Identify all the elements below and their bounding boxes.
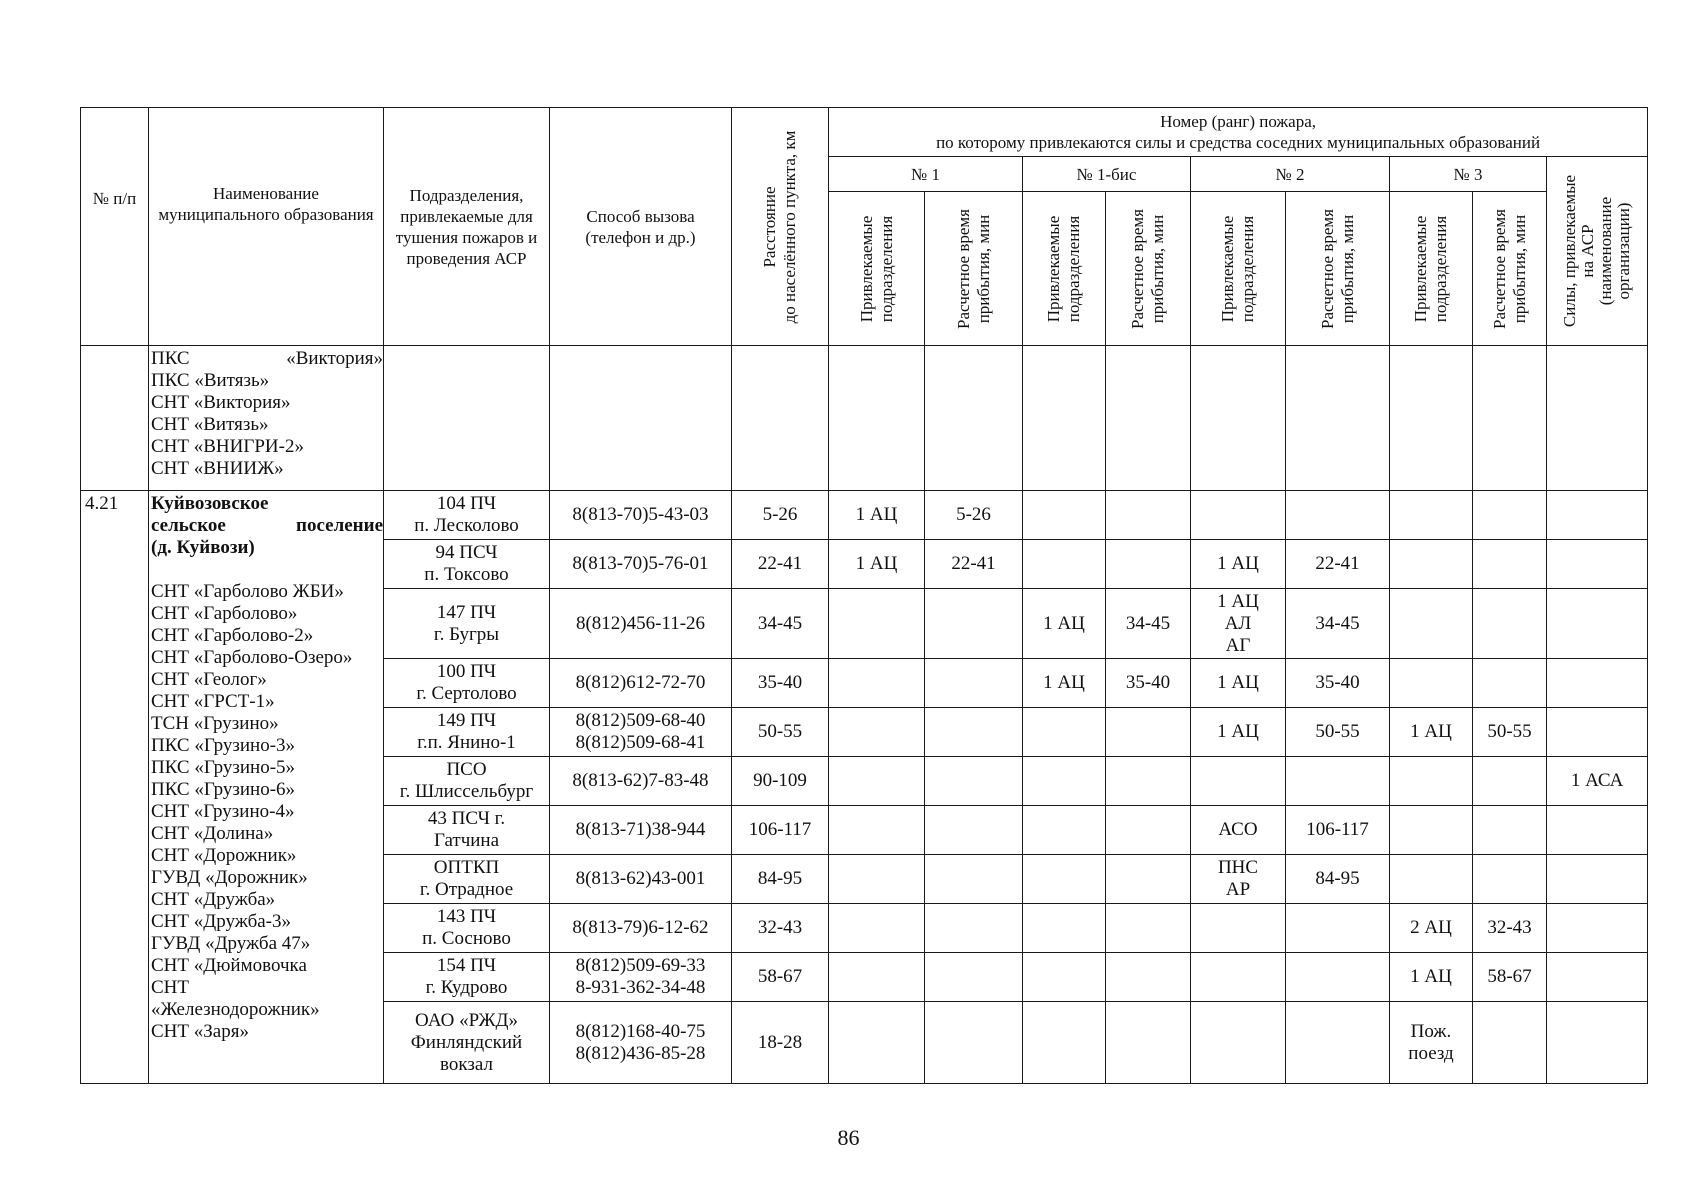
entry-number: 4.21	[81, 491, 149, 1084]
r3-time-cell	[1473, 491, 1547, 540]
asr-cell	[1547, 953, 1648, 1002]
header-r1-time	[925, 192, 1023, 346]
header-distance-line2: до населённого пункта, км	[780, 130, 799, 323]
r2-units-cell	[1191, 540, 1286, 589]
empty-cell	[384, 346, 550, 491]
asr-cell: 1 АСА	[1547, 757, 1648, 806]
spacer	[151, 559, 383, 581]
call-line2: 8(812)436-85-28	[575, 1042, 706, 1064]
r2-units-line1: 1 АЦ	[1217, 672, 1259, 693]
distance-cell: 90-109	[732, 757, 829, 806]
r2-time-cell: 22-41	[1286, 540, 1390, 589]
r2-units-cell	[1191, 855, 1286, 904]
settlement-item: СНТ «Долина»	[151, 823, 274, 844]
header-num: № п/п	[81, 108, 149, 346]
header-asr-line2: на АСР	[1578, 224, 1598, 278]
entry-title-line2-a: сельское	[151, 515, 226, 536]
settlement-item: СНТ «Дружба»	[151, 889, 276, 910]
empty-cell	[1547, 1002, 1648, 1084]
prev-line1-b: «Виктория»	[286, 348, 383, 369]
call-cell	[550, 806, 732, 855]
r1bis-time-cell: 35-40	[1106, 659, 1191, 708]
r2-time-cell: 84-95	[1286, 855, 1390, 904]
r1bis-time-cell	[1106, 953, 1191, 1002]
r1bis-time-cell	[1106, 757, 1191, 806]
r1bis-units-cell	[1023, 540, 1106, 589]
unit-line2: Гатчина	[433, 830, 500, 851]
settlement-item: ПКС «Грузино-5»	[151, 757, 296, 778]
header-r2-units-l1: Привлекаемые	[1218, 215, 1237, 322]
entry-title-line2-b: поселение	[296, 515, 383, 536]
unit-line1: 94 ПСЧ	[435, 542, 498, 563]
settlement-item: ПКС «Грузино-3»	[151, 735, 296, 756]
empty-cell	[925, 1002, 1023, 1084]
r2-units-line1: ПНС	[1217, 857, 1259, 878]
r1-time-cell	[925, 904, 1023, 953]
r1-time-cell	[925, 953, 1023, 1002]
asr-cell	[1547, 491, 1648, 540]
header-name: Наименование муниципального образования	[149, 108, 384, 346]
header-r1-units-l1: Привлекаемые	[856, 215, 876, 322]
r2-time-cell	[1286, 491, 1390, 540]
unit-cell	[384, 491, 550, 540]
header-rank-2: № 2	[1191, 157, 1390, 192]
unit-cell	[384, 540, 550, 589]
entry-title-line1: Куйвозовское	[151, 493, 269, 514]
header-r1bis-units-l1: Привлекаемые	[1044, 215, 1063, 322]
empty-cell	[1473, 1002, 1547, 1084]
header-r3-time	[1473, 192, 1547, 346]
settlement-item: «Железнодорожник»	[151, 999, 320, 1020]
header-r1bis-units	[1023, 192, 1106, 346]
r3-units-line1: Пож.	[1410, 1020, 1452, 1042]
entry-title-line3: (д. Куйвози)	[151, 537, 255, 558]
unit-line2: п. Сосново	[422, 928, 511, 949]
settlement-item: СНТ «Гарболово-2»	[151, 625, 314, 646]
r2-units-cell	[1191, 953, 1286, 1002]
unit-line3: вокзал	[440, 1053, 493, 1075]
unit-line1: 154 ПЧ	[436, 955, 497, 976]
settlement-item: СНТ «Гарболово»	[151, 603, 298, 624]
r1bis-time-cell	[1106, 806, 1191, 855]
r3-units-line1: 1 АЦ	[1410, 721, 1452, 742]
r1-units-cell: 1 АЦ	[829, 540, 925, 589]
r3-time-cell	[1473, 540, 1547, 589]
header-r3-units-l1: Привлекаемые	[1411, 215, 1430, 322]
call-cell	[550, 708, 732, 757]
unit-line1: 100 ПЧ	[436, 661, 497, 682]
header-r2-time	[1286, 192, 1390, 346]
header-r1-time-l2: прибытия, мин	[973, 214, 993, 323]
empty-cell	[1191, 1002, 1286, 1084]
r2-time-cell: 34-45	[1286, 589, 1390, 659]
r3-units-cell	[1390, 589, 1473, 659]
r2-time-cell: 106-117	[1286, 806, 1390, 855]
settlement-item: СНТ «Гарболово ЖБИ»	[151, 581, 344, 602]
call-line2: 8(812)509-68-41	[575, 732, 706, 753]
header-distance	[732, 108, 829, 346]
r2-units-line1: 1 АЦ	[1217, 590, 1259, 612]
header-asr-line4: организации)	[1614, 202, 1634, 300]
r1-units-cell	[829, 855, 925, 904]
r1bis-time-cell	[1106, 855, 1191, 904]
call-cell	[550, 1002, 732, 1084]
r2-units-cell	[1191, 589, 1286, 659]
unit-line2: п. Токсово	[424, 564, 509, 585]
distance-cell: 50-55	[732, 708, 829, 757]
r2-units-cell	[1191, 708, 1286, 757]
distance-cell: 22-41	[732, 540, 829, 589]
r1bis-units-cell	[1023, 806, 1106, 855]
header-rank-line2: по которому привлекаются силы и средства соседних муниципальных образований	[936, 133, 1541, 152]
settlement-item: СНТ «Дорожник»	[151, 845, 297, 866]
r1bis-units-cell: 1 АЦ	[1023, 659, 1106, 708]
unit-line2: Финляндский	[410, 1031, 523, 1053]
r1bis-time-cell	[1106, 904, 1191, 953]
unit-line1: 143 ПЧ	[436, 906, 497, 927]
r3-time-cell	[1473, 589, 1547, 659]
call-cell	[550, 757, 732, 806]
unit-line1: 147 ПЧ	[436, 601, 497, 623]
r3-units-line1: 1 АЦ	[1410, 966, 1452, 987]
distance-cell: 34-45	[732, 589, 829, 659]
r1bis-units-cell	[1023, 708, 1106, 757]
fire-response-table	[80, 107, 1648, 1084]
r2-units-line3: АГ	[1225, 634, 1251, 656]
settlement-item: СНТ «Заря»	[151, 1021, 249, 1042]
call-cell	[550, 589, 732, 659]
r1-units-cell	[829, 708, 925, 757]
header-rank-3: № 3	[1390, 157, 1547, 192]
empty-cell	[1286, 1002, 1390, 1084]
r1-units-cell	[829, 757, 925, 806]
call-cell	[550, 540, 732, 589]
unit-cell	[384, 589, 550, 659]
header-r1-time-l1: Расчетное время	[953, 208, 973, 329]
r1-units-cell: 1 АЦ	[829, 491, 925, 540]
call-line1: 8(813-79)6-12-62	[572, 917, 709, 938]
r1bis-units-cell	[1023, 953, 1106, 1002]
header-r2-time-l1: Расчетное время	[1317, 208, 1337, 329]
r3-units-cell	[1390, 540, 1473, 589]
r2-time-cell	[1286, 757, 1390, 806]
header-asr-line3: (наименование	[1596, 196, 1616, 306]
unit-cell	[384, 855, 550, 904]
table-row	[81, 491, 1648, 540]
empty-cell	[1473, 346, 1547, 491]
r1-units-cell	[829, 904, 925, 953]
header-r1bis-time	[1106, 192, 1191, 346]
header-call: Способ вызова (телефон и др.)	[550, 108, 732, 346]
empty-cell	[1106, 346, 1191, 491]
unit-line2: г. Сертолово	[416, 683, 517, 704]
r2-units-cell	[1191, 659, 1286, 708]
r1bis-units-cell: 1 АЦ	[1023, 589, 1106, 659]
r3-time-cell: 58-67	[1473, 953, 1547, 1002]
empty-cell	[1191, 346, 1286, 491]
call-line1: 8(813-62)43-001	[575, 868, 706, 889]
unit-line1: 43 ПСЧ г.	[427, 808, 506, 829]
empty-cell	[1106, 1002, 1191, 1084]
unit-line2: г. Бугры	[433, 623, 500, 645]
unit-line2: п. Лесколово	[414, 515, 519, 536]
prev-num-cell	[81, 346, 149, 491]
entry-settlements	[149, 491, 384, 1084]
header-rank-line1: Номер (ранг) пожара,	[1160, 112, 1317, 131]
asr-cell	[1547, 589, 1648, 659]
asr-cell	[1547, 904, 1648, 953]
header-r3-units-l2: подразделения	[1431, 215, 1450, 322]
header-distance-line1: Расстояние	[760, 185, 779, 268]
unit-line1: 104 ПЧ	[436, 493, 497, 514]
settlement-item: СНТ «Дружба-3»	[151, 911, 292, 932]
distance-cell: 84-95	[732, 855, 829, 904]
r3-units-cell	[1390, 708, 1473, 757]
asr-cell	[1547, 806, 1648, 855]
empty-cell	[829, 1002, 925, 1084]
header-r1bis-time-l2: прибытия, мин	[1148, 214, 1167, 323]
settlement-item: СНТ «ГРСТ-1»	[151, 691, 275, 712]
r1-time-cell: 5-26	[925, 491, 1023, 540]
header-r3-units	[1390, 192, 1473, 346]
settlement-item: СНТ «Грузино-4»	[151, 801, 295, 822]
r1bis-time-cell	[1106, 708, 1191, 757]
unit-line1: 149 ПЧ	[436, 710, 497, 731]
unit-line2: г. Шлиссельбург	[399, 781, 534, 802]
unit-line2: г.п. Янино-1	[417, 732, 516, 753]
header-r1-units-l2: подразделения	[876, 215, 896, 322]
call-line1: 8(812)509-68-40	[575, 710, 706, 731]
prev-line: СНТ «Витязь»	[151, 414, 269, 435]
page-number: 86	[837, 1125, 860, 1150]
unit-line2: г. Отрадное	[419, 879, 514, 900]
r1-time-cell	[925, 806, 1023, 855]
header-asr-line1: Силы, привлекаемые	[1560, 174, 1580, 328]
r1bis-time-cell	[1106, 491, 1191, 540]
settlement-item: СНТ «Дюймовочка	[151, 955, 307, 976]
r3-time-cell	[1473, 757, 1547, 806]
header-r1-units	[829, 192, 925, 346]
r2-units-cell	[1191, 904, 1286, 953]
r1-units-cell	[829, 589, 925, 659]
settlement-item: СНТ «Гарболово-Озеро»	[151, 647, 353, 668]
r1-units-cell	[829, 953, 925, 1002]
empty-cell	[550, 346, 732, 491]
r1-time-cell	[925, 757, 1023, 806]
r3-units-cell	[1390, 491, 1473, 540]
empty-cell	[925, 346, 1023, 491]
r2-units-line1: 1 АЦ	[1217, 553, 1259, 574]
header-r2-units-l2: подразделения	[1238, 215, 1257, 322]
r3-time-cell	[1473, 806, 1547, 855]
r3-units-cell	[1390, 904, 1473, 953]
header-r2-units	[1191, 192, 1286, 346]
header-asr	[1547, 157, 1648, 346]
r1-time-cell: 22-41	[925, 540, 1023, 589]
r1bis-units-cell	[1023, 757, 1106, 806]
r3-time-cell	[1473, 659, 1547, 708]
settlement-item: СНТ «Геолог»	[151, 669, 267, 690]
r2-time-cell: 35-40	[1286, 659, 1390, 708]
call-line1: 8(812)456-11-26	[575, 612, 706, 634]
r3-time-cell: 50-55	[1473, 708, 1547, 757]
r1bis-units-cell	[1023, 491, 1106, 540]
prev-line: ПКС «Витязь»	[151, 370, 270, 391]
unit-cell	[384, 806, 550, 855]
settlement-item: ГУВД «Дружба 47»	[151, 933, 311, 954]
r3-units-line1: 2 АЦ	[1410, 917, 1452, 938]
call-line1: 8(812)509-69-33	[575, 955, 706, 976]
distance-cell: 58-67	[732, 953, 829, 1002]
r2-units-line2: АЛ	[1224, 612, 1252, 634]
unit-line1: ОПТКП	[433, 857, 500, 878]
distance-cell: 35-40	[732, 659, 829, 708]
distance-cell: 18-28	[732, 1002, 829, 1084]
unit-cell	[384, 953, 550, 1002]
call-line1: 8(813-70)5-76-01	[572, 553, 709, 574]
r1bis-units-cell	[1023, 855, 1106, 904]
r2-units-line1: 1 АЦ	[1217, 721, 1259, 742]
empty-cell	[732, 346, 829, 491]
call-line1: 8(813-71)38-944	[575, 819, 706, 840]
empty-cell	[1286, 346, 1390, 491]
r2-time-cell	[1286, 904, 1390, 953]
r3-units-line2: поезд	[1408, 1042, 1454, 1064]
unit-cell	[384, 757, 550, 806]
call-cell	[550, 904, 732, 953]
header-r1bis-time-l1: Расчетное время	[1128, 208, 1147, 329]
header-r3-time-l1: Расчетное время	[1489, 208, 1509, 329]
r1bis-time-cell: 34-45	[1106, 589, 1191, 659]
unit-line2: г. Кудрово	[425, 977, 508, 998]
asr-cell	[1547, 855, 1648, 904]
call-line2: 8-931-362-34-48	[575, 977, 706, 998]
empty-cell	[1023, 346, 1106, 491]
settlement-item: ТСН «Грузино»	[151, 713, 279, 734]
r1-time-cell	[925, 855, 1023, 904]
r2-units-line1: АСО	[1218, 819, 1258, 840]
header-rank-1bis: № 1-бис	[1023, 157, 1191, 192]
r1-units-cell	[829, 806, 925, 855]
header-rank-1: № 1	[829, 157, 1023, 192]
header-r1bis-units-l2: подразделения	[1064, 215, 1083, 322]
settlement-item: СНТ	[151, 977, 189, 998]
call-line1: 8(812)612-72-70	[575, 672, 706, 693]
settlement-item: ПКС «Грузино-6»	[151, 779, 296, 800]
r1-units-cell	[829, 659, 925, 708]
r3-units-cell	[1390, 855, 1473, 904]
call-line1: 8(812)168-40-75	[575, 1020, 706, 1042]
call-cell	[550, 491, 732, 540]
r1bis-units-cell	[1023, 904, 1106, 953]
header-r2-time-l2: прибытия, мин	[1337, 214, 1357, 323]
call-cell	[550, 659, 732, 708]
distance-cell: 32-43	[732, 904, 829, 953]
r3-units-cell	[1390, 953, 1473, 1002]
r3-units-cell	[1390, 757, 1473, 806]
r2-units-cell	[1191, 806, 1286, 855]
unit-line1: ПСО	[446, 759, 487, 780]
r3-units-cell	[1390, 806, 1473, 855]
unit-cell	[384, 1002, 550, 1084]
unit-cell	[384, 708, 550, 757]
r2-time-cell: 50-55	[1286, 708, 1390, 757]
unit-cell	[384, 904, 550, 953]
r1bis-time-cell	[1106, 540, 1191, 589]
r2-units-cell	[1191, 757, 1286, 806]
call-line1: 8(813-70)5-43-03	[572, 504, 709, 525]
prev-line: СНТ «ВНИГРИ-2»	[151, 436, 304, 457]
call-line1: 8(813-62)7-83-48	[572, 770, 709, 791]
unit-cell	[384, 659, 550, 708]
prev-settlements	[149, 346, 384, 491]
empty-cell	[1023, 1002, 1106, 1084]
r2-time-cell	[1286, 953, 1390, 1002]
r3-units-cell	[1390, 1002, 1473, 1084]
empty-cell	[829, 346, 925, 491]
header-rank	[829, 108, 1648, 157]
empty-cell	[1547, 346, 1648, 491]
prev-line: СНТ «Виктория»	[151, 392, 291, 413]
asr-cell	[1547, 540, 1648, 589]
header-r3-time-l2: прибытия, мин	[1509, 214, 1529, 323]
r1-time-cell	[925, 708, 1023, 757]
r3-time-cell	[1473, 855, 1547, 904]
call-cell	[550, 855, 732, 904]
prev-line1-a: ПКС	[151, 348, 190, 369]
r2-units-line2: АР	[1225, 879, 1251, 900]
asr-cell	[1547, 708, 1648, 757]
unit-line1: ОАО «РЖД»	[415, 1009, 518, 1031]
asr-cell	[1547, 659, 1648, 708]
r1-time-cell	[925, 589, 1023, 659]
prev-line: СНТ «ВНИИЖ»	[151, 458, 284, 479]
r3-units-cell	[1390, 659, 1473, 708]
r1-time-cell	[925, 659, 1023, 708]
r2-units-cell	[1191, 491, 1286, 540]
header-units: Подразделения, привлекаемые для тушения пожаров и проведения АСР	[384, 108, 550, 346]
distance-cell: 5-26	[732, 491, 829, 540]
empty-cell	[1390, 346, 1473, 491]
r3-time-cell: 32-43	[1473, 904, 1547, 953]
settlement-item: ГУВД «Дорожник»	[151, 867, 308, 888]
call-cell	[550, 953, 732, 1002]
distance-cell: 106-117	[732, 806, 829, 855]
